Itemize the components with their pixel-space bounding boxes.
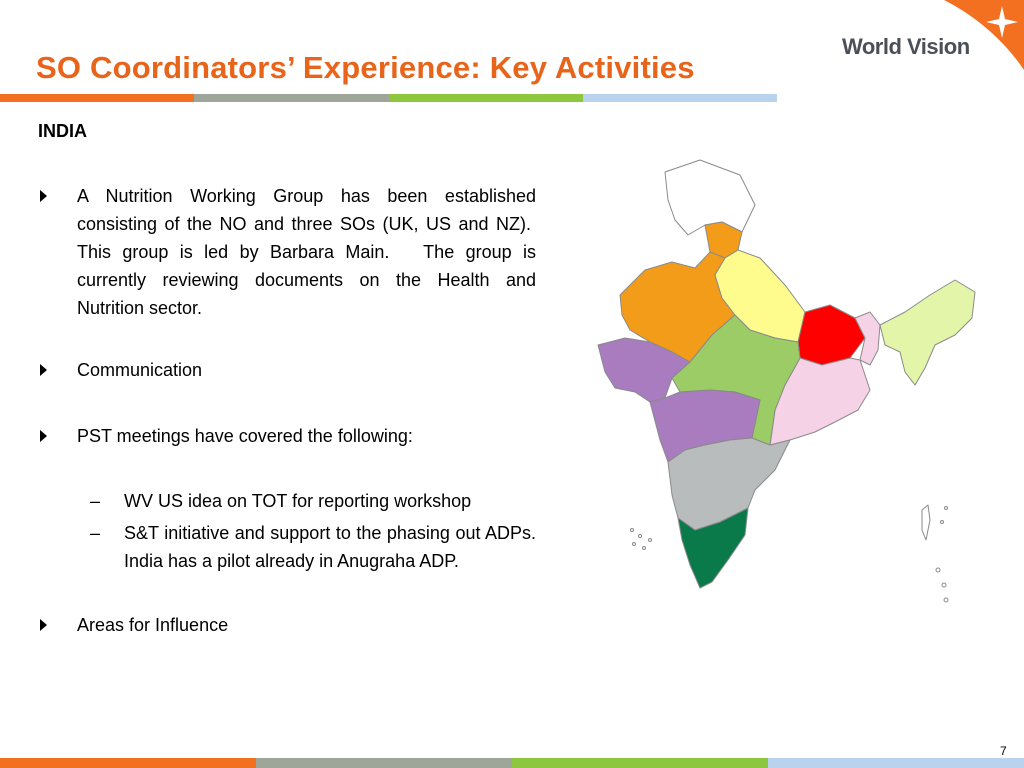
bullet-item bbox=[36, 356, 536, 384]
triangle-bullet-icon bbox=[40, 190, 47, 202]
map-islands-west bbox=[631, 529, 652, 550]
map-region-gray-south bbox=[668, 438, 790, 530]
world-vision-logo-text: World Vision bbox=[842, 34, 970, 59]
sub-bullet-text: WV US idea on TOT for reporting workshop bbox=[124, 491, 472, 511]
dash-marker: – bbox=[90, 523, 101, 543]
india-map bbox=[590, 155, 985, 610]
triangle-bullet-icon bbox=[40, 619, 47, 631]
sub-bullet-text: S&T initiative and support to the phasing out ADPs. India has a pilot already in Anugraha ADP. bbox=[124, 523, 536, 571]
triangle-bullet-icon bbox=[40, 430, 47, 442]
map-islands-east bbox=[922, 505, 948, 602]
bullet-item bbox=[36, 182, 536, 322]
bullet-text: PST meetings have covered the following: bbox=[77, 426, 413, 446]
slide-title: SO Coordinators’ Experience: Key Activities bbox=[36, 50, 695, 85]
map-region-red bbox=[798, 305, 865, 365]
triangle-bullet-icon bbox=[40, 364, 47, 376]
country-heading: INDIA bbox=[38, 121, 87, 141]
footer-rule bbox=[0, 758, 1024, 768]
bullet-text: Areas for Influence bbox=[77, 615, 229, 635]
page-number: 7 bbox=[1000, 744, 1007, 758]
bullet-item bbox=[36, 611, 536, 639]
dash-marker: – bbox=[90, 491, 101, 511]
title-underline bbox=[0, 94, 777, 102]
slide-content bbox=[36, 182, 536, 639]
bullet-text: Communication bbox=[77, 360, 203, 380]
bullet-text: A Nutrition Working Group has been established consisting of the NO and three SOs (UK, US and NZ). This group is led by Barbara Main. The group is currently reviewing documents on the Health and Nutrition sector. bbox=[77, 186, 536, 318]
sub-bullet-item bbox=[36, 487, 536, 515]
map-region-lightgreen-northeast bbox=[880, 280, 975, 385]
bullet-item bbox=[36, 422, 536, 450]
sub-bullet-item bbox=[36, 519, 536, 575]
